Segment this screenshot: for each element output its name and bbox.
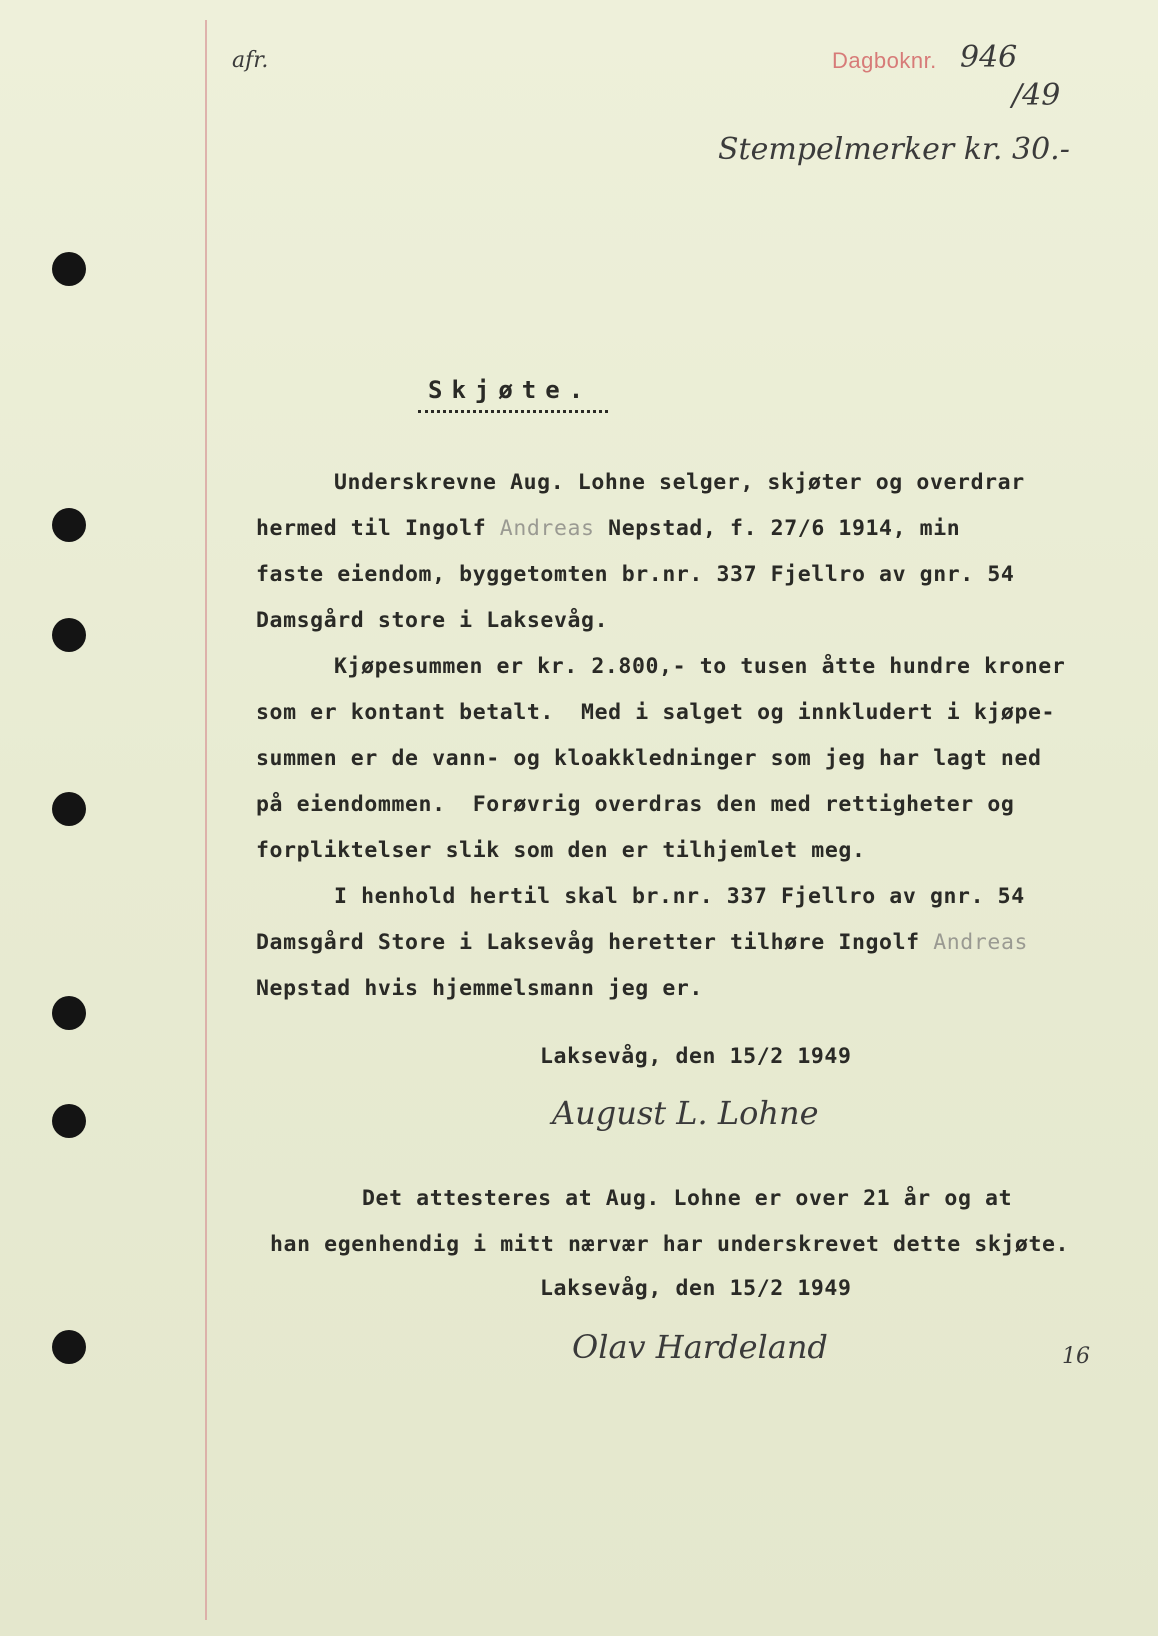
stamp-fee-note: Stempelmerker kr. 30.-: [718, 132, 1070, 167]
seller-signature: August L. Lohne: [552, 1094, 819, 1132]
place-date: Laksevåg, den 15/2 1949: [540, 1044, 852, 1069]
punch-hole: [52, 996, 86, 1030]
text-line: summen er de vann- og kloakkledninger som jeg har lagt ned: [256, 746, 1042, 771]
text-line: Damsgård Store i Laksevåg heretter tilhøre Ingolf Andreas: [256, 930, 1029, 955]
punch-hole: [52, 508, 86, 542]
text-line: som er kontant betalt. Med i salget og innkludert i kjøpe-: [256, 700, 1056, 725]
text-line: Kjøpesummen er kr. 2.800,- to tusen åtte hundre kroner: [334, 654, 1066, 679]
punch-hole: [52, 618, 86, 652]
margin-rule: [205, 20, 207, 1620]
journal-stamp-label: Dagboknr.: [832, 48, 937, 73]
journal-number: 946: [960, 40, 1018, 75]
punch-hole: [52, 252, 86, 286]
journal-year: /49: [1012, 78, 1061, 113]
punch-hole: [52, 792, 86, 826]
text-line: han egenhendig i mitt nærvær har underskrevet dette skjøte.: [270, 1232, 1070, 1257]
place-date: Laksevåg, den 15/2 1949: [540, 1276, 852, 1301]
text-line: Nepstad hvis hjemmelsmann jeg er.: [256, 976, 703, 1001]
text-line: Det attesteres at Aug. Lohne er over 21 år og at: [362, 1186, 1013, 1211]
text-line: Underskrevne Aug. Lohne selger, skjøter og overdrar: [334, 470, 1025, 495]
document-title: Skjøte.: [428, 376, 593, 404]
punch-hole: [52, 1104, 86, 1138]
corner-mark: 16: [1062, 1344, 1090, 1369]
witness-signature: Olav Hardeland: [572, 1328, 828, 1366]
text-line: forpliktelser slik som den er tilhjemlet meg.: [256, 838, 866, 863]
text-line: I henhold hertil skal br.nr. 337 Fjellro av gnr. 54: [334, 884, 1025, 909]
title-underline: [418, 410, 608, 413]
text-line: Damsgård store i Laksevåg.: [256, 608, 609, 633]
text-line: hermed til Ingolf Andreas Nepstad, f. 27/6 1914, min: [256, 516, 961, 541]
punch-hole: [52, 1330, 86, 1364]
text-line: faste eiendom, byggetomten br.nr. 337 Fjellro av gnr. 54: [256, 562, 1015, 587]
faint-name: Andreas: [933, 930, 1029, 955]
faint-name: Andreas: [499, 516, 595, 541]
margin-note: afr.: [232, 48, 269, 73]
text-line: på eiendommen. Forøvrig overdras den med rettigheter og: [256, 792, 1015, 817]
